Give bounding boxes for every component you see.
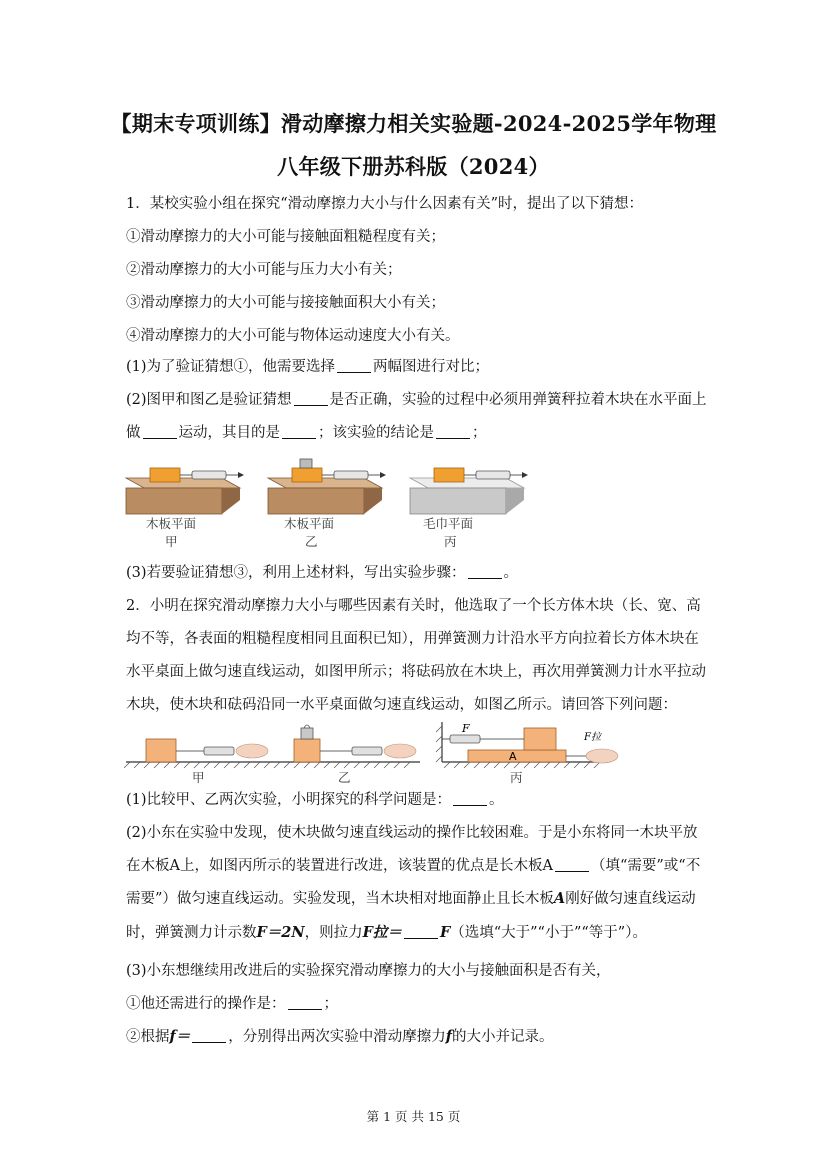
answer-blank — [453, 791, 487, 806]
weight-icon — [301, 728, 313, 739]
q1-figure — [122, 458, 542, 554]
q2-part3: (3)小东想继续用改进后的实验探究滑动摩擦力的大小与接触面积是否有关， — [126, 963, 611, 979]
answer-blank — [436, 424, 470, 439]
q1-part2-line1: (2)图甲和图乙是验证猜想 是否正确，实验的过程中必须用弹簧秤拉着木块在水平面上 — [126, 392, 707, 408]
force-fpull-label: F拉 — [584, 732, 601, 743]
q1-guess-1: ①滑动摩擦力的大小可能与接触面粗糙程度有关； — [126, 229, 445, 245]
wood-block — [524, 728, 556, 750]
q2-stem-line1: 2．小明在探究滑动摩擦力大小与哪些因素有关时，他选取了一个长方体木块（长、宽、高 — [126, 598, 701, 614]
page-footer: 第 1 页 共 15 页 — [366, 1109, 461, 1124]
doc-title-line2: 八年级下册苏科版（2024） — [277, 154, 550, 179]
setup-jia — [124, 739, 274, 785]
q2-part2-line3: 需要”）做匀速直线运动。实验发现，当木块相对地面静止且长木板A刚好做匀速直线运动 — [126, 890, 696, 907]
q1-stem: 1．某校实验小组在探究“滑动摩擦力大小与什么因素有关”时，提出了以下猜想： — [126, 196, 644, 212]
q2-part2-line1: (2)小东在实验中发现，使木块做匀速直线运动的操作比较困难。于是小东将同一木块平放 — [126, 825, 698, 841]
spring-scale — [204, 747, 234, 755]
q2-part3-step2: ②根据f＝ ，分别得出两次实验中滑动摩擦力f的大小并记录。 — [126, 1028, 554, 1045]
table-setup-bing — [410, 468, 528, 514]
fig-caption-name: 乙 — [338, 770, 351, 785]
q1-guess-3: ③滑动摩擦力的大小可能与接接触面积大小有关； — [126, 295, 445, 311]
fig-caption-name: 丙 — [510, 770, 523, 785]
table-setup-jia — [126, 468, 244, 514]
answer-blank — [555, 857, 589, 872]
force-f-label: F — [462, 722, 470, 735]
q2-part1: (1)比较甲、乙两次实验，小明探究的科学问题是： 。 — [126, 792, 504, 808]
wood-block — [434, 468, 464, 482]
q2-stem-line4: 木块，使木块和砝码沿同一水平桌面做匀速直线运动，如图乙所示。请回答下列问题： — [126, 697, 677, 713]
fig-caption-surface: 木板平面 — [146, 516, 197, 531]
answer-blank — [337, 358, 371, 373]
wood-block — [294, 739, 320, 762]
fig-caption-surface: 木板平面 — [284, 516, 335, 531]
hand-icon — [236, 744, 268, 758]
q2-part2-line4: 时，弹簧测力计示数F＝2N，则拉力F拉＝ F（选填“大于”“小于”“等于”）。 — [126, 924, 647, 941]
long-board-a — [468, 750, 566, 762]
q1-guess-4: ④滑动摩擦力的大小可能与物体运动速度大小有关。 — [126, 328, 460, 344]
fig-caption-name: 乙 — [305, 534, 318, 549]
wood-block — [292, 468, 322, 482]
answer-blank — [282, 424, 316, 439]
spring-scale — [450, 735, 480, 743]
wood-block — [146, 739, 176, 762]
q1-part1: (1)为了验证猜想①，他需要选择 两幅图进行对比； — [126, 359, 490, 375]
board-a-label: A — [509, 750, 517, 763]
table-setup-yi — [268, 459, 386, 514]
answer-blank — [404, 924, 438, 939]
fig-caption-name: 甲 — [192, 770, 205, 785]
spring-scale — [476, 471, 510, 479]
answer-blank — [192, 1028, 226, 1043]
hand-icon — [586, 749, 618, 763]
answer-blank — [143, 424, 177, 439]
q2-stem-line2: 均不等，各表面的粗糙程度相同且面积已知），用弹簧测力计沿水平方向拉着长方体木块在 — [126, 631, 699, 647]
doc-title-line1: 【期末专项训练】滑动摩擦力相关实验题-2024-2025学年物理 — [110, 111, 717, 136]
q2-part3-step1: ①他还需进行的操作是： ； — [126, 996, 338, 1012]
q2-figure — [124, 720, 634, 786]
q2-part2-line2: 在木板A上，如图丙所示的装置进行改进，该装置的优点是长木板A （填“需要”或“不 — [126, 858, 701, 874]
wood-block — [150, 468, 180, 482]
answer-blank — [288, 995, 322, 1010]
fig-caption-name: 丙 — [444, 534, 457, 549]
q1-guess-2: ②滑动摩擦力的大小可能与压力大小有关； — [126, 262, 402, 278]
fig-caption-name: 甲 — [165, 534, 178, 549]
setup-yi — [274, 725, 420, 785]
fig-caption-surface: 毛巾平面 — [423, 516, 474, 531]
q1-part3: (3)若要验证猜想③，利用上述材料，写出实验步骤： 。 — [126, 565, 519, 581]
answer-blank — [468, 564, 502, 579]
q1-part2-line2: 做 运动，其目的是 ；该实验的结论是 ； — [126, 425, 487, 441]
spring-scale — [192, 471, 226, 479]
weight-icon — [300, 459, 312, 468]
answer-blank — [294, 391, 328, 406]
spring-scale — [334, 471, 368, 479]
hand-icon — [384, 744, 416, 758]
setup-bing — [436, 722, 618, 785]
q2-stem-line3: 水平桌面上做匀速直线运动，如图甲所示；将砝码放在木块上，再次用弹簧测力计水平拉动 — [126, 664, 706, 680]
spring-scale — [352, 747, 382, 755]
